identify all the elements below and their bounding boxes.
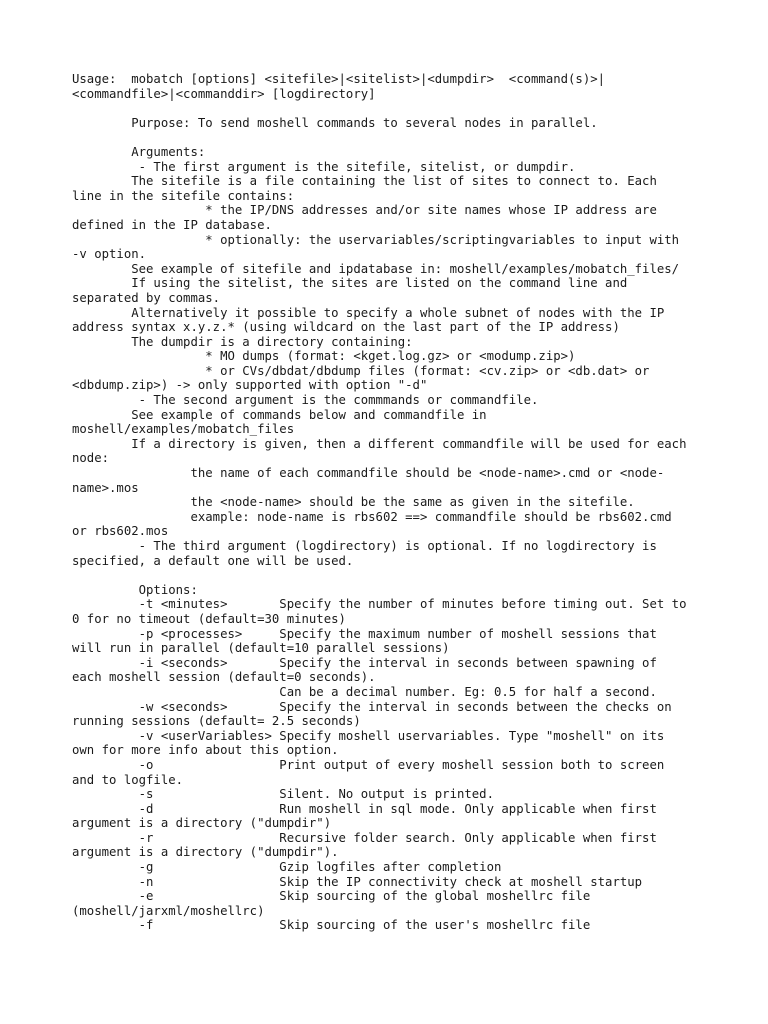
text-line-12: * optionally: the uservariables/scriptingvariables to input with bbox=[72, 232, 680, 247]
text-line-44: -w <seconds> Specify the interval in seconds between the checks on bbox=[72, 699, 672, 714]
text-line-15: If using the sitelist, the sites are listed on the command line and bbox=[72, 276, 628, 291]
text-line-13: -v option. bbox=[72, 247, 147, 262]
text-line-59: -f Skip sourcing of the user's moshellrc file bbox=[72, 918, 591, 933]
text-line-34: specified, a default one will be used. bbox=[72, 553, 354, 568]
text-line-36: Options: bbox=[72, 582, 198, 597]
text-line-6: Arguments: bbox=[72, 144, 206, 159]
text-line-16: separated by commas. bbox=[72, 290, 221, 305]
text-line-18: address syntax x.y.z.* (using wildcard on the last part of the IP address) bbox=[72, 320, 620, 335]
text-line-23: - The second argument is the commmands or commandfile. bbox=[72, 393, 539, 408]
text-line-46: -v <userVariables> Specify moshell uservariables. Type "moshell" on its bbox=[72, 728, 665, 743]
text-line-7: - The first argument is the sitefile, sitelist, or dumpdir. bbox=[72, 159, 576, 174]
text-line-21: * or CVs/dbdat/dbdump files (format: <cv.zip> or <db.dat> or bbox=[72, 363, 650, 378]
text-line-56: -n Skip the IP connectivity check at moshell startup bbox=[72, 874, 643, 889]
text-line-22: <dbdump.zip>) -> only supported with option "-d" bbox=[72, 378, 428, 393]
text-line-14: See example of sitefile and ipdatabase in: moshell/examples/mobatch_files/ bbox=[72, 261, 680, 276]
text-line-20: * MO dumps (format: <kget.log.gz> or <modump.zip>) bbox=[72, 349, 576, 364]
text-line-51: -d Run moshell in sql mode. Only applicable when first bbox=[72, 801, 657, 816]
text-line-1: Usage: mobatch [options] <sitefile>|<sitelist>|<dumpdir> <command(s)>| bbox=[72, 72, 606, 86]
text-line-27: node: bbox=[72, 451, 110, 466]
text-line-40: will run in parallel (default=10 parallel sessions) bbox=[72, 641, 450, 656]
text-line-28: the name of each commandfile should be <node-name>.cmd or <node- bbox=[72, 466, 665, 481]
text-line-50: -s Silent. No output is printed. bbox=[72, 787, 494, 802]
text-line-55: -g Gzip logfiles after completion bbox=[72, 860, 502, 875]
text-line-25: moshell/examples/mobatch_files bbox=[72, 422, 295, 437]
text-line-2: <commandfile>|<commanddir> [logdirectory] bbox=[72, 86, 376, 101]
text-line-38: 0 for no timeout (default=30 minutes) bbox=[72, 611, 346, 626]
text-line-42: each moshell session (default=0 seconds). bbox=[72, 670, 376, 685]
text-line-53: -r Recursive folder search. Only applicable when first bbox=[72, 830, 657, 845]
text-line-48: -o Print output of every moshell session both to screen bbox=[72, 757, 665, 772]
text-line-33: - The third argument (logdirectory) is optional. If no logdirectory is bbox=[72, 539, 657, 553]
text-line-49: and to logfile. bbox=[72, 772, 184, 787]
text-line-17: Alternatively it possible to specify a whole subnet of nodes with the IP bbox=[72, 305, 665, 320]
text-line-31: example: node-name is rbs602 ==> commandfile should be rbs602.cmd bbox=[72, 509, 672, 524]
text-line-24: See example of commands below and commandfile in bbox=[72, 407, 487, 422]
text-line-58: (moshell/jarxml/moshellrc) bbox=[72, 903, 265, 918]
text-line-11: defined in the IP database. bbox=[72, 217, 272, 232]
text-line-57: -e Skip sourcing of the global moshellrc file bbox=[72, 889, 591, 904]
text-line-52: argument is a directory ("dumpdir") bbox=[72, 816, 332, 831]
text-line-4: Purpose: To send moshell commands to several nodes in parallel. bbox=[72, 115, 598, 130]
text-line-37: -t <minutes> Specify the number of minutes before timing out. Set to bbox=[72, 597, 687, 612]
text-line-29: name>.mos bbox=[72, 480, 139, 495]
text-line-54: argument is a directory ("dumpdir"). bbox=[72, 845, 339, 860]
text-line-30: the <node-name> should be the same as given in the sitefile. bbox=[72, 495, 635, 510]
text-line-9: line in the sitefile contains: bbox=[72, 188, 295, 203]
text-line-8: The sitefile is a file containing the list of sites to connect to. Each bbox=[72, 174, 657, 189]
text-line-45: running sessions (default= 2.5 seconds) bbox=[72, 714, 361, 729]
usage-text bbox=[72, 72, 732, 933]
text-line-5 bbox=[72, 130, 732, 145]
text-line-41: -i <seconds> Specify the interval in seconds between spawning of bbox=[72, 655, 657, 670]
text-line-43: Can be a decimal number. Eg: 0.5 for half a second. bbox=[72, 684, 657, 699]
text-line-3 bbox=[72, 101, 732, 116]
text-line-26: If a directory is given, then a different commandfile will be used for each bbox=[72, 436, 687, 451]
text-line-32: or rbs602.mos bbox=[72, 524, 169, 539]
text-line-39: -p <processes> Specify the maximum number of moshell sessions that bbox=[72, 626, 657, 641]
text-line-19: The dumpdir is a directory containing: bbox=[72, 334, 413, 349]
text-line-10: * the IP/DNS addresses and/or site names whose IP address are bbox=[72, 203, 657, 218]
text-line-35 bbox=[72, 568, 732, 583]
text-line-47: own for more info about this option. bbox=[72, 743, 339, 758]
